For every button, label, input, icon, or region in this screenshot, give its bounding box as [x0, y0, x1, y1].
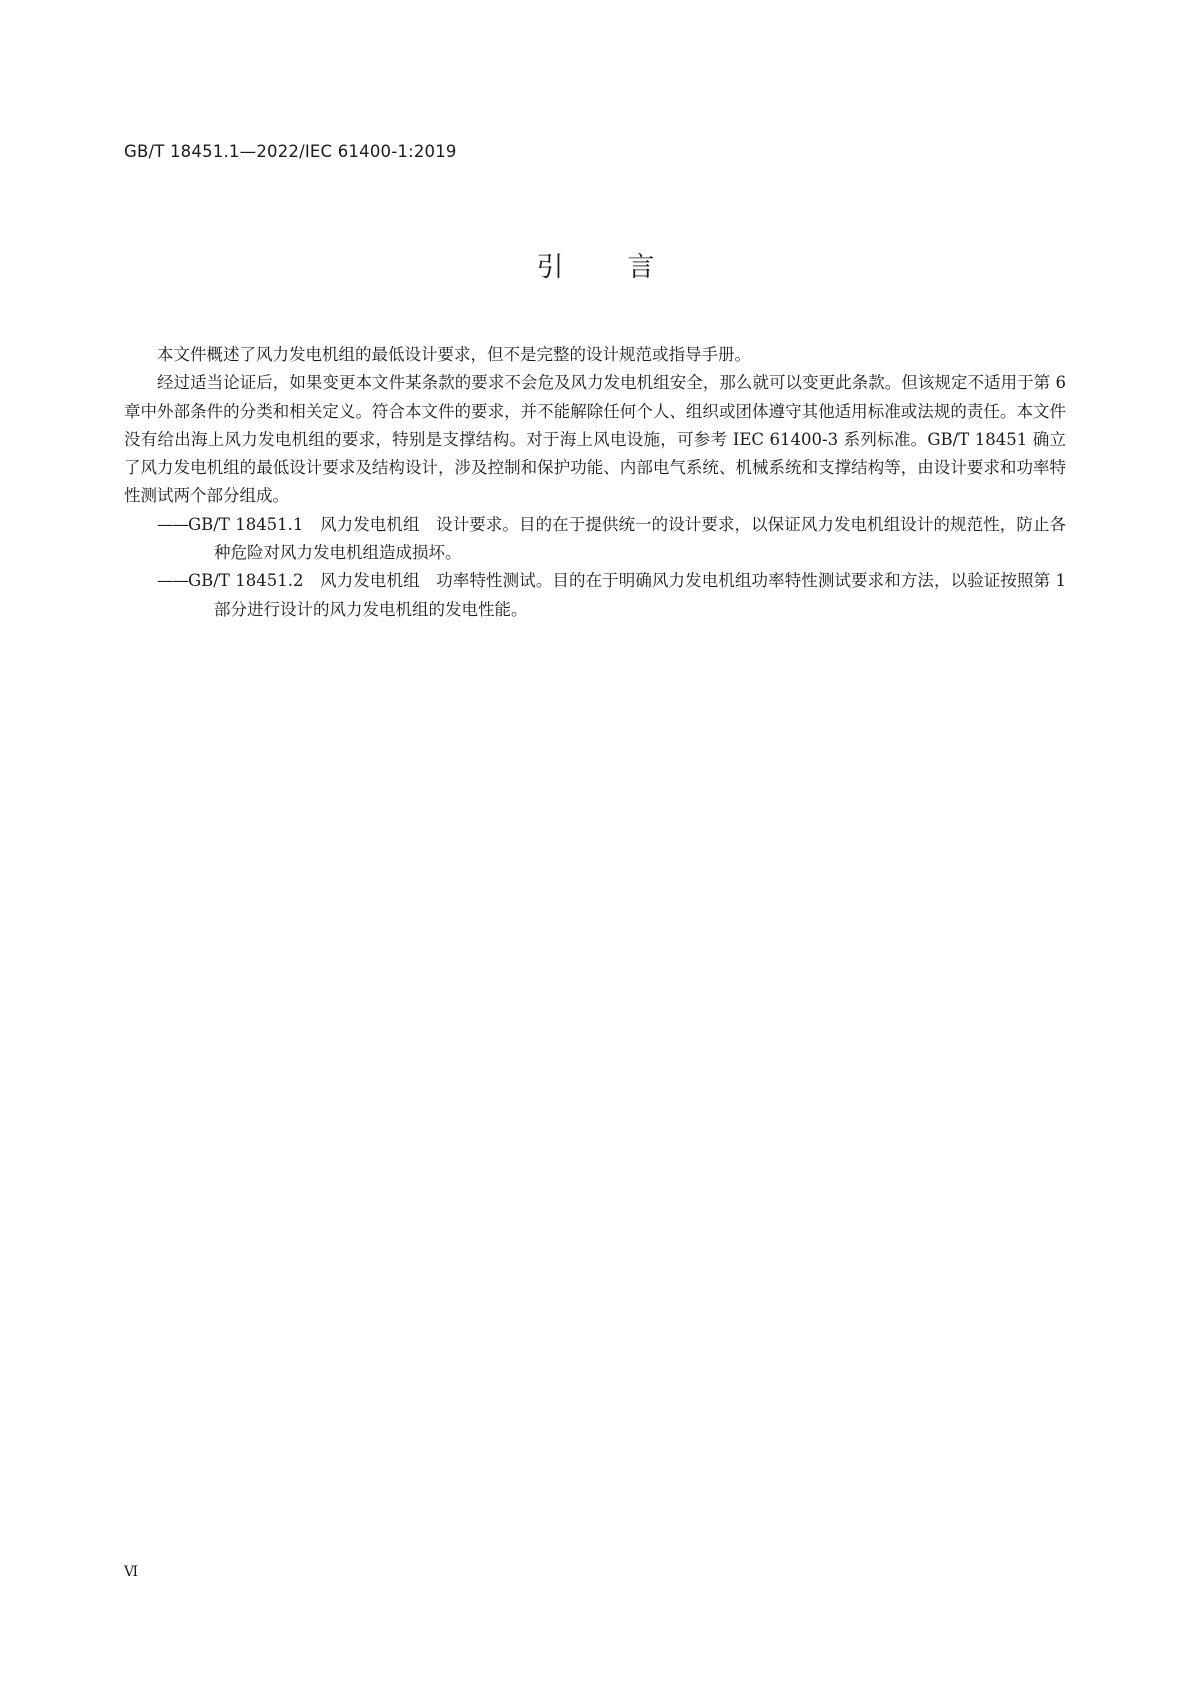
- dash-marker: ——: [157, 514, 188, 534]
- part-1-text: GB/T 18451.1 风力发电机组 设计要求。目的在于提供统一的设计要求，以保证风力发电机组设计的规范性，防止各种危险对风力发电机组造成损坏。: [188, 514, 1066, 563]
- dash-marker: ——: [157, 571, 188, 591]
- paragraph-intro: 本文件概述了风力发电机组的最低设计要求，但不是完整的设计规范或指导手册。: [157, 345, 751, 364]
- standard-code-header: GB/T 18451.1—2022/IEC 61400-1:2019: [124, 142, 457, 161]
- paragraph-scope: 经过适当论证后，如果变更本文件某条款的要求不会危及风力发电机组安全，那么就可以变更此条款。但该规定不适用于第 6 章中外部条件的分类和相关定义。符合本文件的要求，并不能解除任何个人、组织或团体遵守其他适用标准或法规的责任。本文件没有给出海上风力发电机组的要求，特别是支撑结构。对于海上风电设施，可参考 IEC 61400-3 系列标准。GB/T 18451 确立了风力发电机组的最低设计要求及结构设计，涉及控制和保护功能、内部电气系统、机械系统和支撑结构等，由设计要求和功率特性测试两个部分组成。: [124, 373, 1066, 506]
- part-2-text: GB/T 18451.2 风力发电机组 功率特性测试。目的在于明确风力发电机组功率特性测试要求和方法，以验证按照第 1 部分进行设计的风力发电机组的发电性能。: [188, 571, 1066, 619]
- page-title: 引言: [536, 252, 719, 283]
- list-item-part-2: [124, 567, 1066, 624]
- list-item-part-1: [124, 511, 1066, 568]
- page-number: Ⅵ: [124, 1564, 139, 1580]
- document-body: [124, 341, 1066, 624]
